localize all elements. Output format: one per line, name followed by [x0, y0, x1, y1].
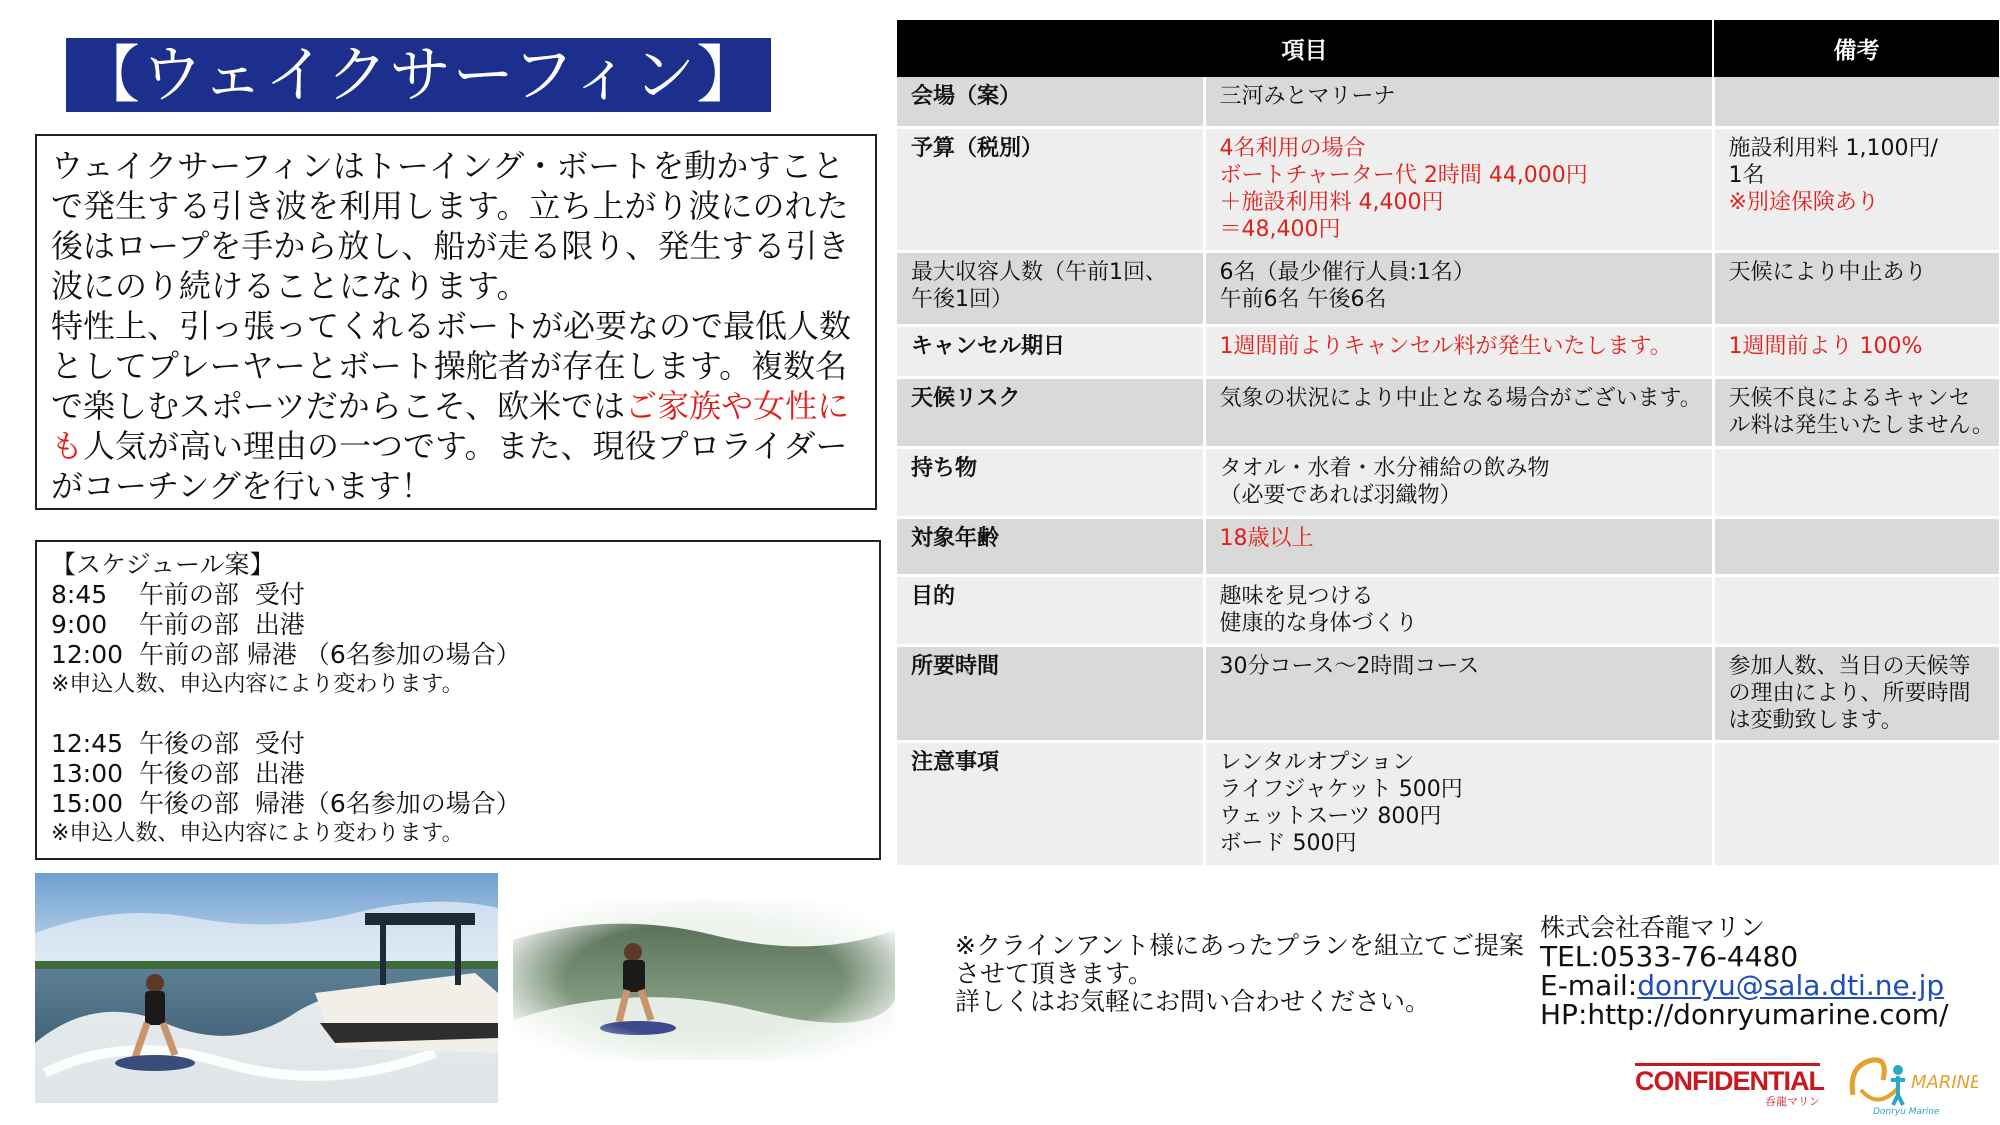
schedule-item: 8:45 午前の部 受付 [51, 580, 305, 609]
row-value: 6名（最少催行人員:1名） 午前6名 午後6名 [1204, 251, 1713, 325]
contact-note [955, 932, 1524, 1016]
row-note [1713, 77, 2000, 127]
confidential-subtext: 呑龍マリン [1765, 1095, 1820, 1108]
row-label: 目的 [897, 575, 1204, 645]
row-label: 天候リスク [897, 377, 1204, 447]
row-note [1713, 447, 2000, 517]
description-text: ウェイクサーフィンはトーイング・ボートを動かすことで発生する引き波を利用します。立ち上がり波にのれた後はロープを手から放し、船が走る限り、発生する引き波にのり続けることになります。 特性上、引っ張ってくれるボートが必要なので最低人数としてプレーヤーとボート操舵者が存在します。複数名で楽しむスポーツだからこそ、欧米では [51, 147, 852, 425]
schedule-box [35, 540, 881, 860]
row-note: 参加人数、当日の天候等 の理由により、所要時間 は変動致します。 [1713, 645, 2000, 741]
marine-logo-subtext: Donryu Marine [1873, 1107, 1940, 1117]
company-tel: TEL:0533-76-4480 [1540, 940, 1799, 973]
description-text-end: 人気が高い理由の一つです。また、現役プロライダーがコーチングを行います！ [51, 427, 848, 505]
contact-note-line: させて頂きます。 [955, 959, 1154, 988]
row-note: 天候不良によるキャンセ ル料は発生いたしません。 [1713, 377, 2000, 447]
company-info [1540, 913, 1948, 1029]
table-row [897, 377, 2000, 447]
row-note: 1週間前より 100% [1713, 325, 2000, 377]
schedule-item: 12:45 午後の部 受付 [51, 729, 305, 758]
row-label: 持ち物 [897, 447, 1204, 517]
description-box [35, 134, 877, 510]
row-value: 30分コース～2時間コース [1204, 645, 1713, 741]
row-value: 趣味を見つける 健康的な身体づくり [1204, 575, 1713, 645]
page-title-text: 【ウェイクサーフィン】 [78, 38, 760, 111]
row-label: 最大収容人数（午前1回、午後1回） [897, 251, 1204, 325]
schedule-item: 13:00 午後の部 出港 [51, 759, 305, 788]
table-header-row [897, 20, 2000, 77]
schedule-note: ※申込人数、申込内容により変わります。 [51, 672, 464, 697]
schedule-note: ※申込人数、申込内容により変わります。 [51, 821, 464, 846]
marine-logo-text: MARINE [1911, 1072, 1978, 1093]
row-label: 注意事項 [897, 741, 1204, 866]
table-row [897, 517, 2000, 575]
company-name: 株式会社呑龍マリン [1540, 913, 1766, 942]
table-header-note: 備考 [1713, 20, 2000, 77]
email-link[interactable]: donryu@sala.dti.ne.jp [1637, 969, 1945, 1002]
row-value: 気象の状況により中止となる場合がございます。 [1204, 377, 1713, 447]
confidential-text: CONFIDENTIAL [1635, 1066, 1824, 1096]
description-highlight: ご家族や女性にも [51, 387, 850, 465]
table-row [897, 77, 2000, 127]
row-note: 施設利用料 1,100円/ 1名 ※別途保険あり [1713, 127, 2000, 251]
confidential-logo [1635, 1063, 1824, 1111]
row-value: 1週間前よりキャンセル料が発生いたします。 [1204, 325, 1713, 377]
table-row [897, 325, 2000, 377]
row-label: キャンセル期日 [897, 325, 1204, 377]
wakesurf-boat-photo [35, 873, 498, 1103]
contact-note-line: 詳しくはお気軽にお問い合わせください。 [955, 987, 1431, 1016]
info-table [897, 20, 2000, 868]
row-note [1713, 575, 2000, 645]
row-value: タオル・水着・水分補給の飲み物 （必要であれば羽織物） [1204, 447, 1713, 517]
contact-note-line: ※クラインアント様にあったプランを組立てご提案 [955, 931, 1524, 960]
row-value: 18歳以上 [1204, 517, 1713, 575]
table-row [897, 741, 2000, 866]
row-value: 三河みとマリーナ [1204, 77, 1713, 127]
schedule-item: 15:00 午後の部 帰港（6名参加の場合） [51, 789, 521, 818]
company-hp[interactable]: HP:http://donryumarine.com/ [1540, 998, 1949, 1031]
wakesurf-rider-photo [513, 900, 895, 1060]
table-row [897, 251, 2000, 325]
schedule-item: 12:00 午前の部 帰港 （6名参加の場合） [51, 640, 521, 669]
page-title [66, 38, 771, 112]
row-value: レンタルオプション ライフジャケット 500円 ウェットスーツ 800円 ボード 500円 [1204, 741, 1713, 866]
table-row [897, 447, 2000, 517]
row-label: 所要時間 [897, 645, 1204, 741]
schedule-heading: 【スケジュール案】 [51, 550, 275, 579]
row-value: 4名利用の場合 ボートチャーター代 2時間 44,000円 ＋施設利用料 4,400円 ＝48,400円 [1204, 127, 1713, 251]
schedule-item: 9:00 午前の部 出港 [51, 610, 305, 639]
row-label: 予算（税別） [897, 127, 1204, 251]
company-email: E-mail:donryu@sala.dti.ne.jp [1540, 969, 1945, 1002]
donryu-marine-logo [1843, 1050, 1978, 1120]
table-row [897, 645, 2000, 741]
row-label: 対象年齢 [897, 517, 1204, 575]
row-note [1713, 517, 2000, 575]
row-note: 天候により中止あり [1713, 251, 2000, 325]
table-row [897, 127, 2000, 251]
table-header-item: 項目 [897, 20, 1713, 77]
row-label: 会場（案） [897, 77, 1204, 127]
table-row [897, 575, 2000, 645]
row-note [1713, 741, 2000, 866]
